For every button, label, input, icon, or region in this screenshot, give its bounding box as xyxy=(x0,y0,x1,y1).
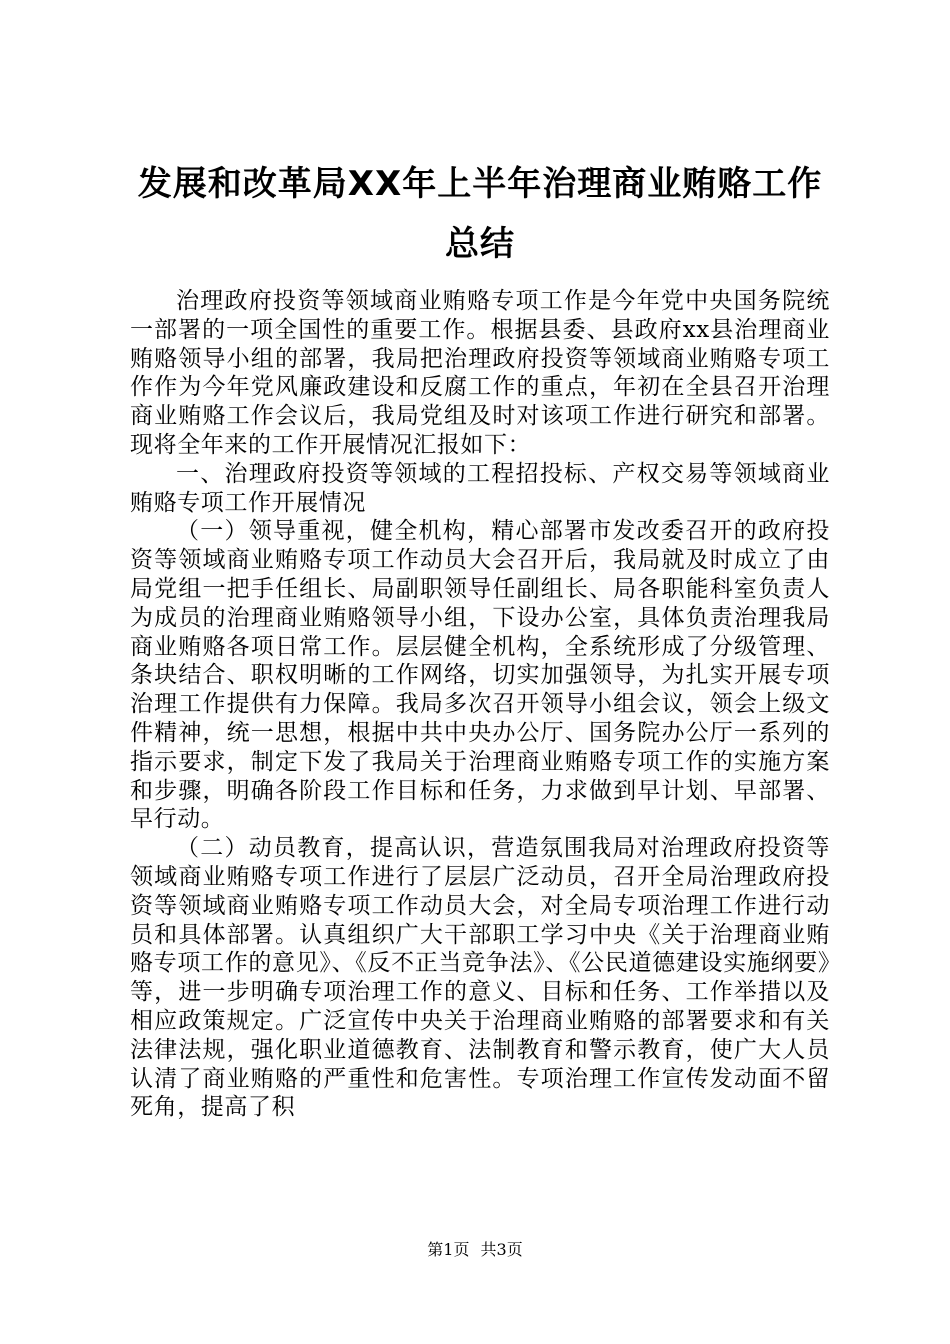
document-title-line-2: 总结 xyxy=(445,224,515,264)
page-number: 第1页 xyxy=(427,1240,470,1259)
document-body xyxy=(130,287,830,1122)
paragraph-mobilization: （二）动员教育，提高认识，营造氛围我局对治理政府投资等领域商业贿赂专项工作进行了层层广泛动员，召开全局治理政府投资等领域商业贿赂专项工作动员大会，对全局专项治理工作进行动员和具体部署。认真组织广大干部职工学习中央《关于治理商业贿赂专项工作的意见》、《反不正当竞争法》、《公民道德建设实施纲要》等，进一步明确专项治理工作的意义、目标和任务、工作举措以及相应政策规定。广泛宣传中央关于治理商业贿赂的部署要求和有关法律法规，强化职业道德教育、法制教育和警示教育，使广大人员认清了商业贿赂的严重性和危害性。专项治理工作宣传发动面不留死角，提高了积 xyxy=(130,835,830,1121)
paragraph-section-heading: 一、治理政府投资等领域的工程招投标、产权交易等领域商业贿赂专项工作开展情况 xyxy=(130,460,830,516)
page-total: 共3页 xyxy=(480,1240,523,1259)
document-title-line-1: 发展和改革局XX年上半年治理商业贿赂工作 xyxy=(137,164,823,204)
paragraph-leadership: （一）领导重视，健全机构，精心部署市发改委召开的政府投资等领域商业贿赂专项工作动员大会召开后，我局就及时成立了由局党组一把手任组长、局副职领导任副组长、局各职能科室负责人为成员的治理商业贿赂领导小组，下设办公室，具体负责治理我局商业贿赂各项日常工作。层层健全机构，全系统形成了分级管理、条块结合、职权明晰的工作网络，切实加强领导，为扎实开展专项治理工作提供有力保障。我局多次召开领导小组会议，领会上级文件精神，统一思想，根据中共中央办公厅、国务院办公厅一系列的指示要求，制定下发了我局关于治理商业贿赂专项工作的实施方案和步骤，明确各阶段工作目标和任务，力求做到早计划、早部署、早行动。 xyxy=(130,518,830,833)
paragraph-intro: 治理政府投资等领域商业贿赂专项工作是今年党中央国务院统一部署的一项全国性的重要工作。根据县委、县政府xx县治理商业贿赂领导小组的部署，我局把治理政府投资等领域商业贿赂专项工作作为今年党风廉政建设和反腐工作的重点，年初在全县召开治理商业贿赂工作会议后，我局党组及时对该项工作进行研究和部署。现将全年来的工作开展情况汇报如下： xyxy=(130,288,830,458)
page-footer xyxy=(0,1240,950,1260)
